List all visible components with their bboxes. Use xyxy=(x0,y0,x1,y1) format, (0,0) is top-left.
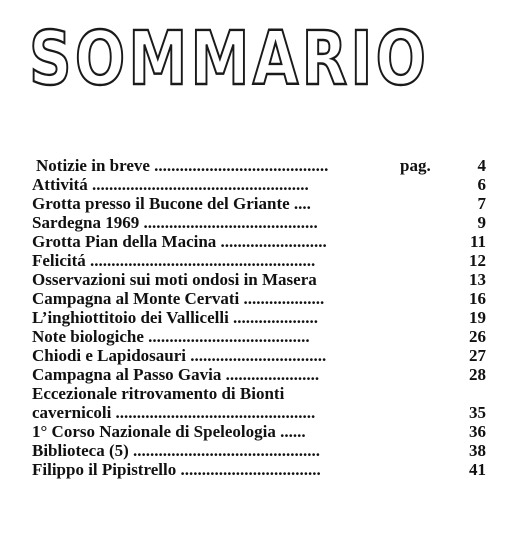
page-label: pag. xyxy=(400,156,431,175)
toc-entry-title: Grotta Pian della Macina ......................... xyxy=(32,232,327,251)
toc-entry-title: Chiodi e Lapidosauri ................................ xyxy=(32,346,327,365)
toc-entry-page: 4 xyxy=(477,156,486,175)
toc-entry-page: 13 xyxy=(469,270,486,289)
toc-entry xyxy=(32,441,492,460)
toc-entry-page: 38 xyxy=(469,441,486,460)
toc-entry-title: Felicitá ..................................................... xyxy=(32,251,316,270)
toc-entry-page: 16 xyxy=(469,289,486,308)
toc-entry-title: Attivitá ................................................... xyxy=(32,175,309,194)
toc-entry-title: Note biologiche ...................................... xyxy=(32,327,310,346)
toc-entry xyxy=(32,251,492,270)
toc-entry xyxy=(32,403,492,422)
toc-entry-page: 26 xyxy=(469,327,486,346)
toc-entry xyxy=(32,194,492,213)
toc-entry-title: Biblioteca (5) ............................................ xyxy=(32,441,321,460)
toc-entry xyxy=(32,232,492,251)
toc-entry-title: Osservazioni sui moti ondosi in Masera xyxy=(32,270,317,289)
toc-entry-page: 9 xyxy=(477,213,486,232)
toc-entry-title: Grotta presso il Bucone del Griante .... xyxy=(32,194,311,213)
toc-entry xyxy=(32,460,492,479)
toc-entry-page: 41 xyxy=(469,460,486,479)
toc-entry xyxy=(32,384,492,403)
toc-entry xyxy=(32,365,492,384)
toc-entry-page: 35 xyxy=(469,403,486,422)
toc-entry xyxy=(32,270,492,289)
toc-entry xyxy=(32,175,492,194)
toc-entry-page: 6 xyxy=(477,175,486,194)
toc-entry xyxy=(32,213,492,232)
page-title: SOMMARIO xyxy=(29,16,430,102)
toc-entry-page: 11 xyxy=(469,232,486,251)
toc-entry-title: 1° Corso Nazionale di Speleologia ...... xyxy=(32,422,306,441)
toc-entry-page: 28 xyxy=(469,365,486,384)
toc-entry-page: 27 xyxy=(469,346,486,365)
toc-entry xyxy=(32,156,492,175)
toc-entry-title: L’inghiottitoio dei Vallicelli .................... xyxy=(32,308,319,327)
toc-entry-page: 36 xyxy=(469,422,486,441)
toc-entry-title: Notizie in breve ......................................... xyxy=(36,156,329,175)
toc-entry-title: Sardegna 1969 ......................................... xyxy=(32,213,318,232)
toc-entry-title: Eccezionale ritrovamento di Bionti xyxy=(32,384,285,403)
toc-entry xyxy=(32,346,492,365)
toc-entry-title: Campagna al Monte Cervati ................... xyxy=(32,289,325,308)
toc-entry xyxy=(32,289,492,308)
toc-entry-title: Filippo il Pipistrello ................................. xyxy=(32,460,321,479)
toc-entry-page: 19 xyxy=(469,308,486,327)
toc-entry xyxy=(32,327,492,346)
toc-entry-page: 12 xyxy=(469,251,486,270)
table-of-contents xyxy=(32,156,492,479)
toc-entry xyxy=(32,308,492,327)
toc-entry-title: cavernicoli ............................................... xyxy=(32,403,316,422)
toc-entry-page: 7 xyxy=(477,194,486,213)
toc-entry xyxy=(32,422,492,441)
toc-entry-title: Campagna al Passo Gavia ...................... xyxy=(32,365,320,384)
